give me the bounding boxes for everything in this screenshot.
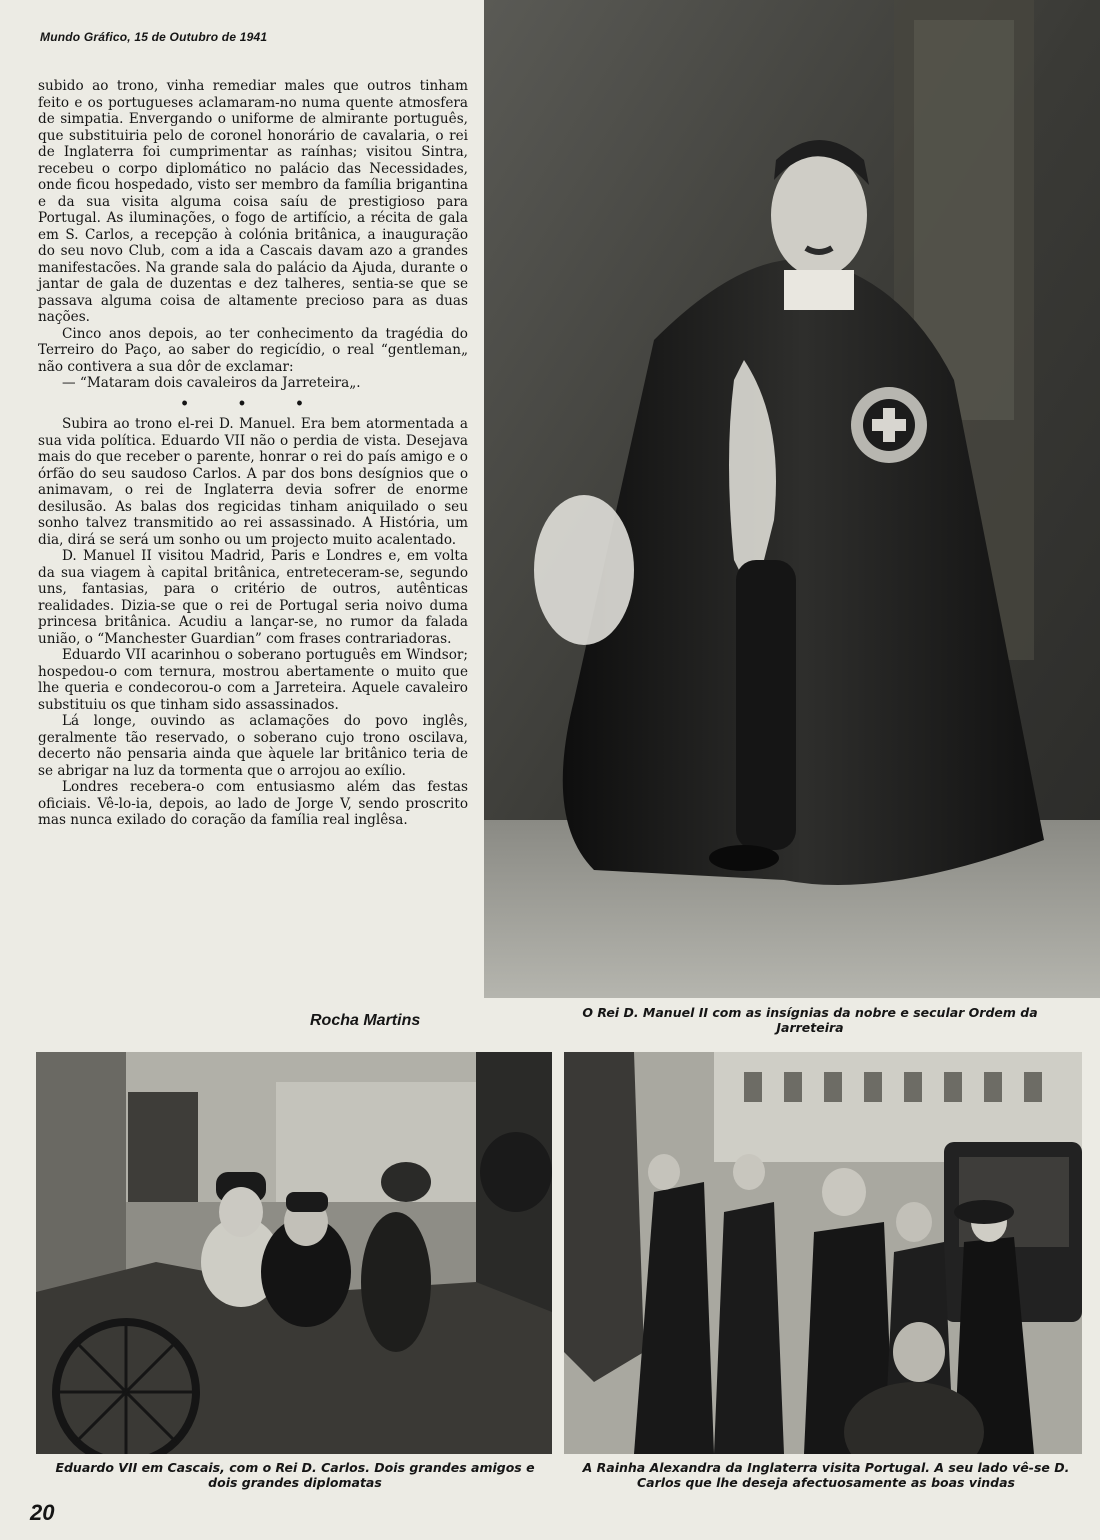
running-head: Mundo Gráfico, 15 de Outubro de 1941 — [40, 30, 268, 44]
section-separator: • • • — [180, 395, 326, 412]
article-paragraph: subido ao trono, vinha remediar males que outros tinham feito e os portugueses aclamaram-no numa quente atmosfera de simpatia. Envergando o uniforme de almirante português, que substituiria pelo de coronel honorário de cavalaria, o rei de Inglaterra foi cumprimentar as raínhas; visitou Sintra, recebeu o corpo diplomático no palácio das Necessidades, onde ficou hospedado, visto ser membro da família brigantina e da sua visita alguma coisa saíu de prestigioso para Portugal. As iluminações, o fogo de artifício, a récita de gala em S. Carlos, a recepção à colónia britânica, a inauguração do seu novo Club, com a ida a Cascais davam azo a grandes manifestacões. Na grande sala do palácio da Ajuda, durante o jantar de gala de duzentas e dez talheres, sentia-se que se passava alguma coisa de altamente precioso para as duas nações. — [38, 78, 468, 325]
byline: Rocha Martins — [310, 1012, 421, 1029]
article-paragraph: Eduardo VII acarinhou o soberano português em Windsor; hospedou-o com ternura, mostrou abertamente o muito que lhe queria e condecorou-o com a Jarreteira. Aquele cavaleiro substituiu os que tinham sido assassinados. — [38, 647, 468, 713]
alexandra-caption: A Rainha Alexandra da Inglaterra visita Portugal. A seu lado vê-se D. Carlos que lhe deseja afectuosamente as boas vindas — [582, 1460, 1070, 1490]
carriage-photo — [36, 1052, 552, 1454]
carriage-caption: Eduardo VII em Cascais, com o Rei D. Carlos. Dois grandes amigos e dois grandes diplomatas — [55, 1460, 535, 1490]
portrait-photo — [484, 0, 1100, 998]
article-quote: — “Mataram dois cavaleiros da Jarreteira„. — [62, 375, 361, 391]
alexandra-photo — [564, 1052, 1082, 1454]
article-paragraph: Lá longe, ouvindo as aclamações do povo inglês, geralmente tão reservado, o soberano cujo trono oscilava, decerto não pensaria ainda que àquele lar britânico teria de se abrigar na luz da tormenta que o arrojou ao exílio. — [38, 713, 468, 779]
article-paragraph: Cinco anos depois, ao ter conhecimento da tragédia do Terreiro do Paço, ao saber do regicídio, o real “gentleman„ não contivera a sua dôr de exclamar: — [38, 325, 468, 375]
article-paragraph: Londres recebera-o com entusiasmo além das festas oficiais. Vê-lo-ia, depois, ao lado de Jorge V, sendo proscrito mas nunca exilado do coração da família real inglêsa. — [38, 779, 468, 828]
page-number: 20 — [30, 1500, 55, 1525]
article-body — [38, 78, 468, 829]
portrait-caption: O Rei D. Manuel II com as insígnias da nobre e secular Ordem da Jarreteira — [582, 1005, 1038, 1035]
article-paragraph: D. Manuel II visitou Madrid, Paris e Londres e, em volta da sua viagem à capital britânica, entreteceram-se, segundo uns, fantasias, para o critério de outros, autênticas realidades. Dizia-se que o rei de Portugal seria noivo duma princesa britânica. Acudiu a lançar-se, no rumor da falada união, o “Manchester Guardian” com frases contrariadoras. — [38, 548, 468, 647]
article-paragraph: Subira ao trono el-rei D. Manuel. Era bem atormentada a sua vida política. Eduardo VII não o perdia de vista. Desejava mais do que receber o parente, honrar o rei do país amigo e o órfão do seu saudoso Carlos. A par dos bons desígnios que o animavam, o rei de Inglaterra devia sofrer de enorme desilusão. As balas dos regicidas tinham aniquilado o seu sonho talvez transmitido ao rei assassinado. A História, um dia, dirá se será um sonho ou um projecto muito acalentado. — [38, 416, 468, 548]
